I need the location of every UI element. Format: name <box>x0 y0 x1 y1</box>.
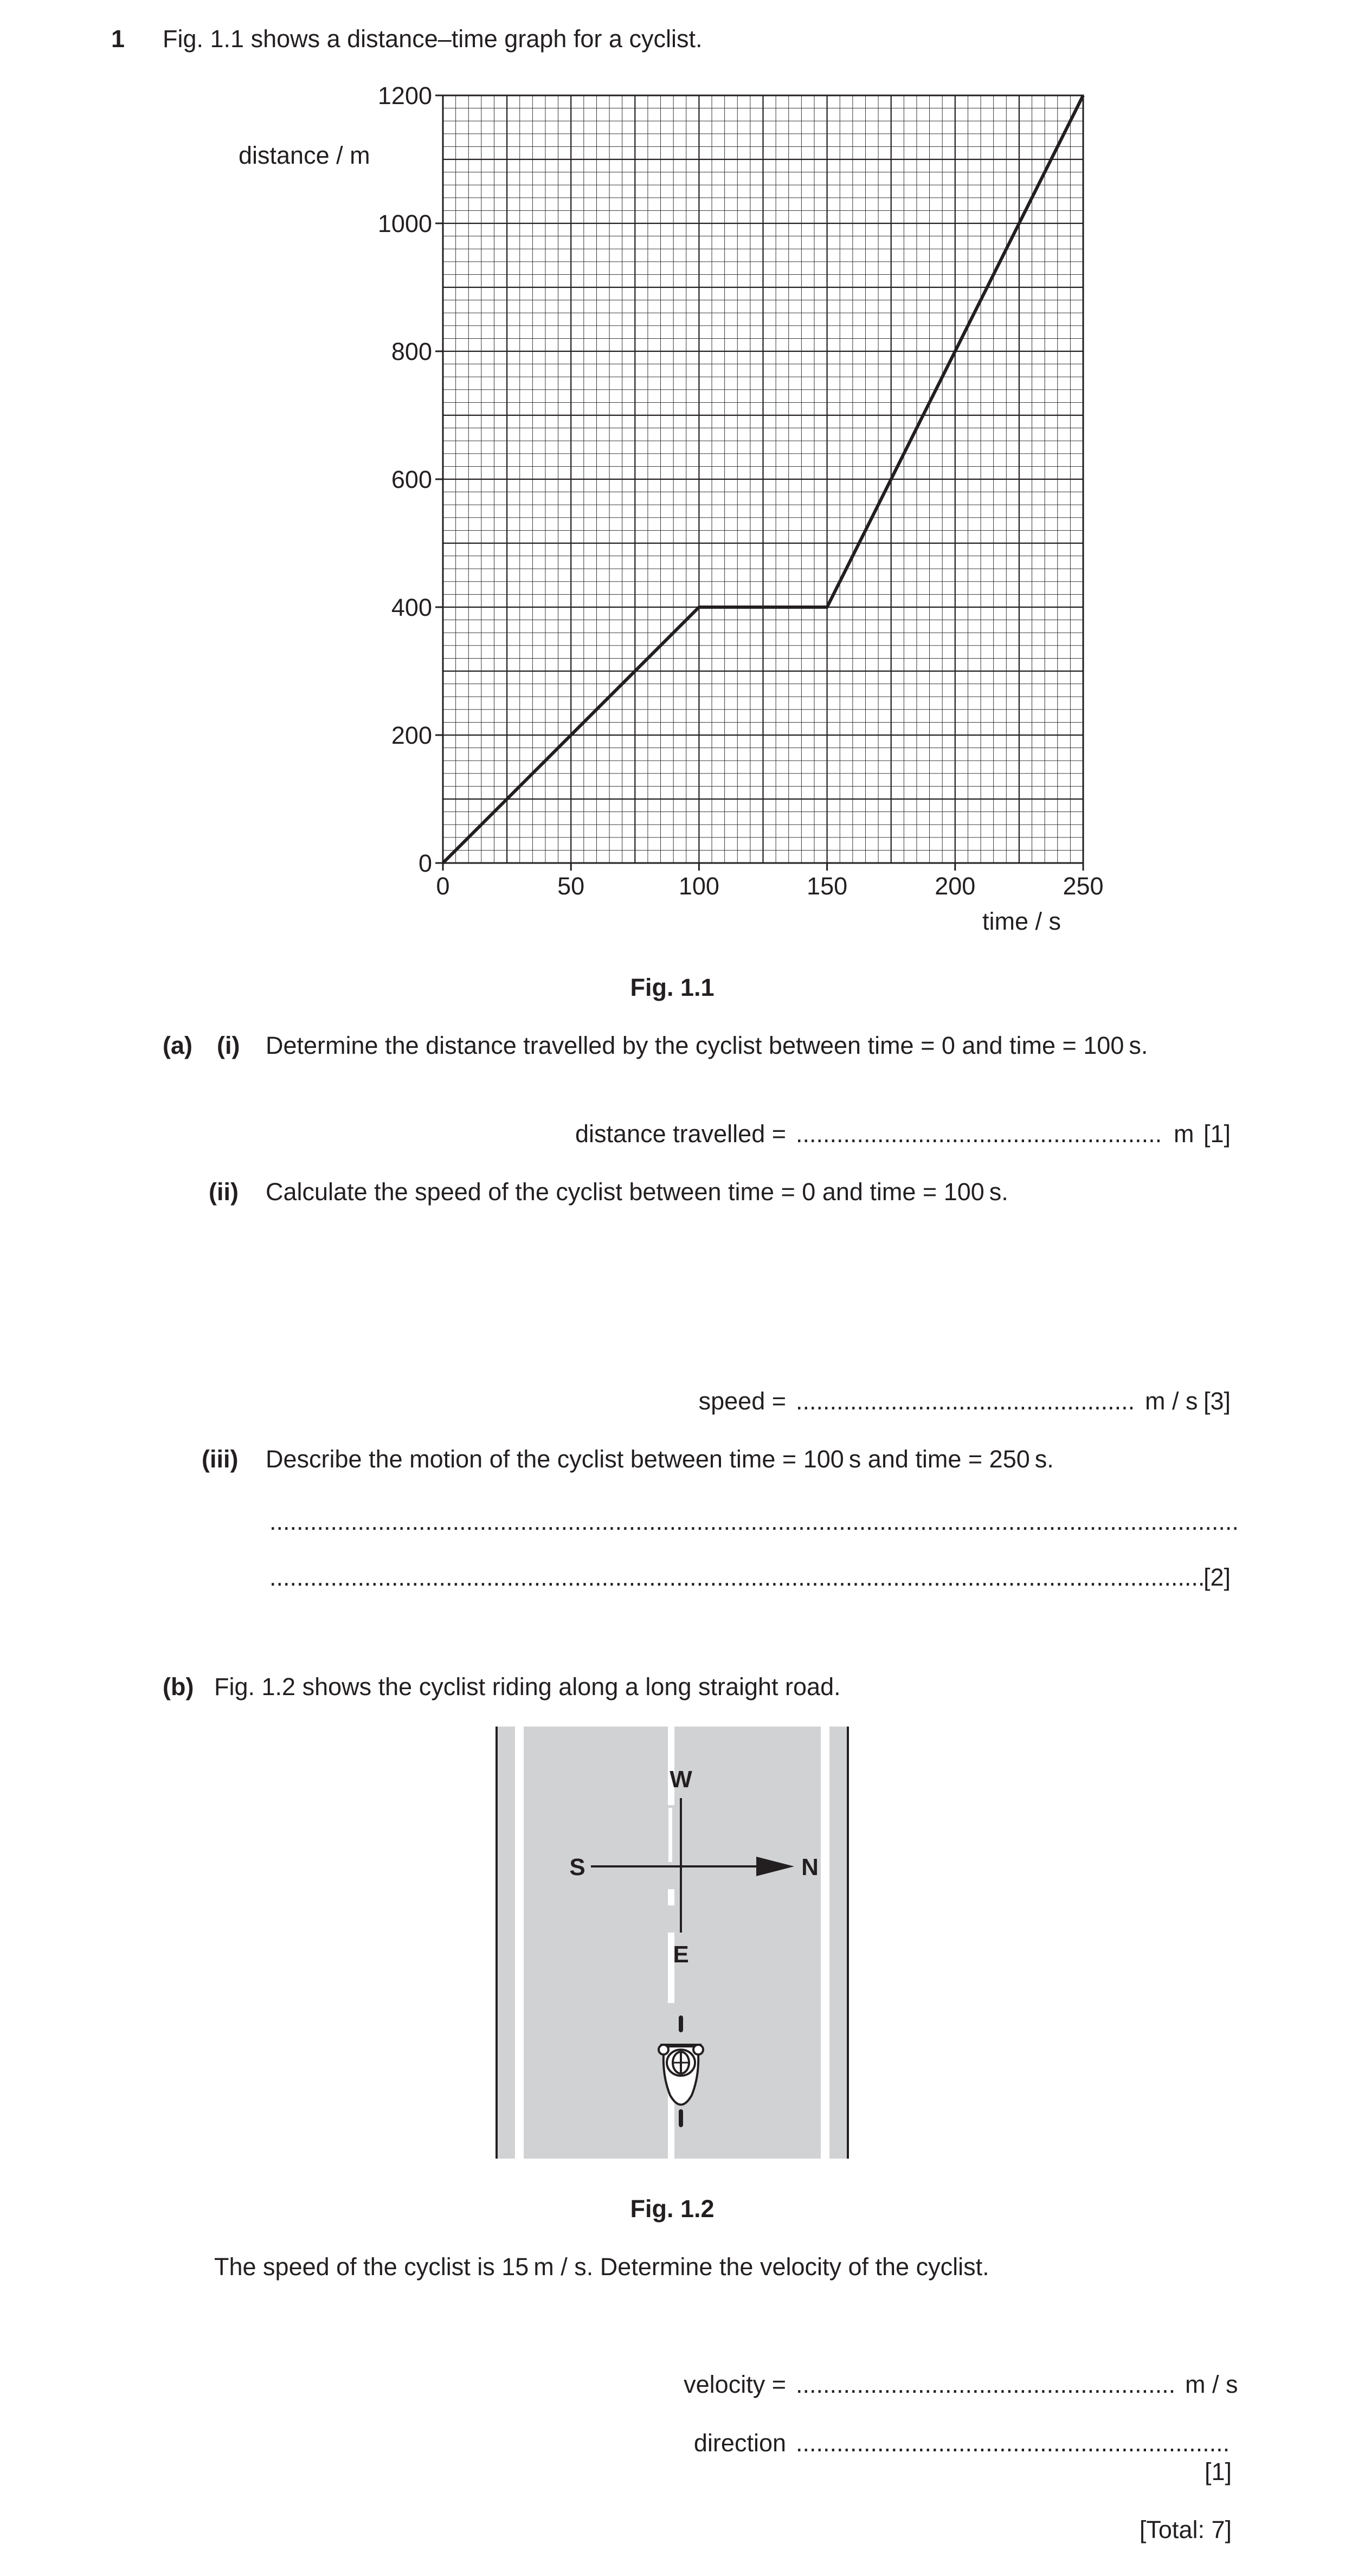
part-a-ii-label: (ii) <box>209 1178 239 1206</box>
question-number: 1 <box>111 25 125 53</box>
part-a-iii-marks: [2] <box>1204 1563 1231 1591</box>
x-tick-label: 200 <box>935 872 976 900</box>
total-marks: [Total: 7] <box>1139 2516 1232 2543</box>
figure1-caption: Fig. 1.1 <box>630 974 715 1001</box>
compass-north: N <box>801 1854 819 1881</box>
describe-answer-line-2[interactable]: .......................................................................................................................................... <box>269 1563 1205 1591</box>
y-tick-label: 200 <box>391 722 432 749</box>
part-a-ii-marks: [3] <box>1204 1387 1231 1415</box>
part-a-label: (a) <box>163 1032 192 1059</box>
x-tick-label: 0 <box>436 872 450 900</box>
compass-west: W <box>670 1766 692 1793</box>
x-axis-label: time / s <box>982 907 1061 935</box>
part-b-intro: Fig. 1.2 shows the cyclist riding along a long straight road. <box>214 1673 841 1701</box>
speed-unit: m / s <box>1145 1387 1198 1415</box>
y-tick-label: 600 <box>391 466 432 493</box>
direction-answer-field[interactable]: ................................................................ <box>796 2429 1230 2457</box>
distance-time-graph <box>0 0 1345 954</box>
velocity-answer-label: velocity = <box>684 2371 786 2398</box>
y-tick-label: 800 <box>391 338 432 365</box>
x-tick-label: 250 <box>1063 872 1104 900</box>
y-tick-label: 1200 <box>377 82 432 110</box>
part-b-label: (b) <box>163 1673 194 1701</box>
x-tick-label: 150 <box>807 872 848 900</box>
part-a-iii-text: Describe the motion of the cyclist between time = 100 s and time = 250 s. <box>266 1445 1054 1473</box>
velocity-unit: m / s <box>1185 2371 1238 2398</box>
distance-answer-label: distance travelled = <box>575 1120 786 1148</box>
part-b-marks: [1] <box>1204 2458 1232 2485</box>
compass-east: E <box>673 1941 689 1968</box>
part-a-i-label: (i) <box>217 1032 240 1059</box>
part-a-ii-text: Calculate the speed of the cyclist between time = 0 and time = 100 s. <box>266 1178 1008 1206</box>
distance-answer-field[interactable]: ...................................................... <box>796 1120 1162 1148</box>
road-figure <box>488 1727 857 2160</box>
x-tick-label: 50 <box>557 872 585 900</box>
part-a-i-text: Determine the distance travelled by the cyclist between time = 0 and time = 100 s. <box>266 1032 1148 1059</box>
distance-unit: m <box>1174 1120 1194 1148</box>
part-b-text: The speed of the cyclist is 15 m / s. Determine the velocity of the cyclist. <box>214 2253 989 2281</box>
figure2-caption: Fig. 1.2 <box>630 2195 715 2223</box>
compass-south: S <box>569 1854 585 1881</box>
x-tick-label: 100 <box>678 872 719 900</box>
y-axis-label: distance / m <box>239 141 370 169</box>
part-a-iii-label: (iii) <box>202 1445 239 1473</box>
speed-answer-label: speed = <box>698 1387 786 1415</box>
speed-answer-field[interactable]: .................................................. <box>796 1387 1135 1415</box>
y-tick-label: 0 <box>418 849 432 877</box>
question-intro: Fig. 1.1 shows a distance–time graph for a cyclist. <box>163 25 703 53</box>
direction-answer-label: direction <box>693 2429 786 2457</box>
y-tick-label: 400 <box>391 594 432 621</box>
describe-answer-line-1[interactable]: ............................................................................................................................................... <box>269 1508 1239 1535</box>
y-tick-label: 1000 <box>377 210 432 237</box>
part-a-i-marks: [1] <box>1204 1120 1231 1148</box>
velocity-answer-field[interactable]: ........................................................ <box>796 2371 1176 2398</box>
